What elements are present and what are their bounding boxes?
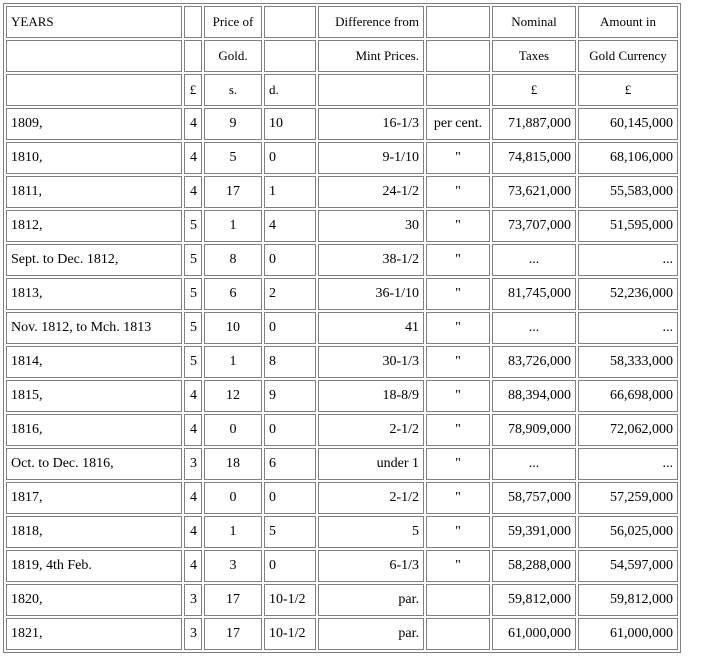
header-row bbox=[6, 74, 678, 106]
table-row bbox=[6, 482, 678, 514]
cell-pence: 2 bbox=[264, 278, 316, 310]
cell-nominal-taxes: 74,815,000 bbox=[492, 142, 576, 174]
cell-years: 1816, bbox=[6, 414, 182, 446]
header-row bbox=[6, 40, 678, 72]
header-cell-difference: Mint Prices. bbox=[318, 40, 424, 72]
cell-shillings: 6 bbox=[204, 278, 262, 310]
cell-pence: 4 bbox=[264, 210, 316, 242]
cell-pence: 0 bbox=[264, 414, 316, 446]
table-row bbox=[6, 108, 678, 140]
cell-pence: 9 bbox=[264, 380, 316, 412]
cell-unit: " bbox=[426, 142, 490, 174]
cell-unit: " bbox=[426, 312, 490, 344]
cell-years: 1815, bbox=[6, 380, 182, 412]
cell-pounds: 4 bbox=[184, 414, 202, 446]
header-cell-pounds: £ bbox=[184, 74, 202, 106]
cell-gold-currency: 52,236,000 bbox=[578, 278, 678, 310]
header-cell-unit bbox=[426, 40, 490, 72]
cell-pounds: 4 bbox=[184, 380, 202, 412]
cell-gold-currency: 60,145,000 bbox=[578, 108, 678, 140]
cell-pence: 0 bbox=[264, 142, 316, 174]
header-cell-shillings: Gold. bbox=[204, 40, 262, 72]
cell-shillings: 3 bbox=[204, 550, 262, 582]
header-cell-unit bbox=[426, 74, 490, 106]
table-row bbox=[6, 380, 678, 412]
cell-pence: 1 bbox=[264, 176, 316, 208]
cell-nominal-taxes: 83,726,000 bbox=[492, 346, 576, 378]
cell-difference: 41 bbox=[318, 312, 424, 344]
cell-unit: per cent. bbox=[426, 108, 490, 140]
cell-difference: 30-1/3 bbox=[318, 346, 424, 378]
cell-difference: 24-1/2 bbox=[318, 176, 424, 208]
cell-gold-currency: ... bbox=[578, 448, 678, 480]
cell-unit: " bbox=[426, 210, 490, 242]
cell-shillings: 0 bbox=[204, 414, 262, 446]
table-row bbox=[6, 210, 678, 242]
cell-shillings: 17 bbox=[204, 176, 262, 208]
cell-unit: " bbox=[426, 244, 490, 276]
cell-gold-currency: 51,595,000 bbox=[578, 210, 678, 242]
cell-nominal-taxes: 81,745,000 bbox=[492, 278, 576, 310]
cell-difference: 5 bbox=[318, 516, 424, 548]
cell-difference: 6-1/3 bbox=[318, 550, 424, 582]
cell-years: 1821, bbox=[6, 618, 182, 650]
gold-price-table bbox=[3, 3, 681, 653]
header-cell-shillings: Price of bbox=[204, 6, 262, 38]
cell-years: Sept. to Dec. 1812, bbox=[6, 244, 182, 276]
cell-pence: 10-1/2 bbox=[264, 584, 316, 616]
cell-years: 1809, bbox=[6, 108, 182, 140]
cell-years: Nov. 1812, to Mch. 1813 bbox=[6, 312, 182, 344]
cell-nominal-taxes: 59,812,000 bbox=[492, 584, 576, 616]
cell-shillings: 1 bbox=[204, 210, 262, 242]
cell-difference: par. bbox=[318, 584, 424, 616]
cell-gold-currency: 61,000,000 bbox=[578, 618, 678, 650]
header-cell-nominal-taxes: Nominal bbox=[492, 6, 576, 38]
header-cell-gold-currency: £ bbox=[578, 74, 678, 106]
cell-nominal-taxes: 58,757,000 bbox=[492, 482, 576, 514]
table-row bbox=[6, 516, 678, 548]
cell-pence: 0 bbox=[264, 244, 316, 276]
cell-difference: 16-1/3 bbox=[318, 108, 424, 140]
cell-gold-currency: 57,259,000 bbox=[578, 482, 678, 514]
cell-shillings: 1 bbox=[204, 516, 262, 548]
cell-gold-currency: 54,597,000 bbox=[578, 550, 678, 582]
cell-unit: " bbox=[426, 550, 490, 582]
cell-unit: " bbox=[426, 176, 490, 208]
table-row bbox=[6, 176, 678, 208]
cell-pence: 10-1/2 bbox=[264, 618, 316, 650]
table-row bbox=[6, 584, 678, 616]
cell-pounds: 5 bbox=[184, 244, 202, 276]
cell-difference: par. bbox=[318, 618, 424, 650]
cell-shillings: 12 bbox=[204, 380, 262, 412]
header-cell-nominal-taxes: Taxes bbox=[492, 40, 576, 72]
cell-gold-currency: ... bbox=[578, 244, 678, 276]
cell-unit: " bbox=[426, 380, 490, 412]
header-cell-pounds bbox=[184, 40, 202, 72]
cell-gold-currency: 55,583,000 bbox=[578, 176, 678, 208]
cell-years: 1810, bbox=[6, 142, 182, 174]
cell-unit: " bbox=[426, 414, 490, 446]
cell-nominal-taxes: ... bbox=[492, 244, 576, 276]
cell-nominal-taxes: 73,621,000 bbox=[492, 176, 576, 208]
cell-pounds: 4 bbox=[184, 108, 202, 140]
cell-shillings: 8 bbox=[204, 244, 262, 276]
cell-difference: under 1 bbox=[318, 448, 424, 480]
header-cell-pence bbox=[264, 40, 316, 72]
cell-unit: " bbox=[426, 278, 490, 310]
cell-pounds: 4 bbox=[184, 482, 202, 514]
cell-years: Oct. to Dec. 1816, bbox=[6, 448, 182, 480]
cell-difference: 2-1/2 bbox=[318, 482, 424, 514]
cell-nominal-taxes: ... bbox=[492, 312, 576, 344]
header-cell-pence bbox=[264, 6, 316, 38]
cell-difference: 18-8/9 bbox=[318, 380, 424, 412]
header-cell-years bbox=[6, 74, 182, 106]
cell-gold-currency: 56,025,000 bbox=[578, 516, 678, 548]
cell-unit bbox=[426, 618, 490, 650]
table-row bbox=[6, 550, 678, 582]
header-cell-years: YEARS bbox=[6, 6, 182, 38]
cell-gold-currency: ... bbox=[578, 312, 678, 344]
cell-shillings: 17 bbox=[204, 584, 262, 616]
cell-unit bbox=[426, 584, 490, 616]
table-row bbox=[6, 278, 678, 310]
cell-pounds: 4 bbox=[184, 142, 202, 174]
cell-gold-currency: 66,698,000 bbox=[578, 380, 678, 412]
cell-gold-currency: 72,062,000 bbox=[578, 414, 678, 446]
cell-nominal-taxes: 59,391,000 bbox=[492, 516, 576, 548]
header-cell-years bbox=[6, 40, 182, 72]
cell-pounds: 4 bbox=[184, 550, 202, 582]
table-row bbox=[6, 414, 678, 446]
header-cell-gold-currency: Gold Currency bbox=[578, 40, 678, 72]
cell-shillings: 1 bbox=[204, 346, 262, 378]
cell-shillings: 5 bbox=[204, 142, 262, 174]
cell-difference: 36-1/10 bbox=[318, 278, 424, 310]
cell-pounds: 5 bbox=[184, 346, 202, 378]
cell-pence: 0 bbox=[264, 482, 316, 514]
cell-years: 1818, bbox=[6, 516, 182, 548]
cell-nominal-taxes: 78,909,000 bbox=[492, 414, 576, 446]
cell-pounds: 4 bbox=[184, 176, 202, 208]
cell-pence: 0 bbox=[264, 550, 316, 582]
header-cell-pounds bbox=[184, 6, 202, 38]
cell-pounds: 3 bbox=[184, 448, 202, 480]
cell-pounds: 5 bbox=[184, 210, 202, 242]
cell-difference: 38-1/2 bbox=[318, 244, 424, 276]
cell-years: 1811, bbox=[6, 176, 182, 208]
table-row bbox=[6, 312, 678, 344]
cell-pence: 10 bbox=[264, 108, 316, 140]
cell-nominal-taxes: 71,887,000 bbox=[492, 108, 576, 140]
cell-pounds: 4 bbox=[184, 516, 202, 548]
cell-gold-currency: 68,106,000 bbox=[578, 142, 678, 174]
cell-pence: 8 bbox=[264, 346, 316, 378]
header-cell-difference: Difference from bbox=[318, 6, 424, 38]
header-cell-difference bbox=[318, 74, 424, 106]
cell-gold-currency: 59,812,000 bbox=[578, 584, 678, 616]
table-row bbox=[6, 346, 678, 378]
cell-pence: 6 bbox=[264, 448, 316, 480]
cell-nominal-taxes: 58,288,000 bbox=[492, 550, 576, 582]
header-cell-nominal-taxes: £ bbox=[492, 74, 576, 106]
cell-pounds: 5 bbox=[184, 312, 202, 344]
cell-unit: " bbox=[426, 448, 490, 480]
cell-pounds: 3 bbox=[184, 618, 202, 650]
table-row bbox=[6, 142, 678, 174]
cell-shillings: 0 bbox=[204, 482, 262, 514]
cell-shillings: 9 bbox=[204, 108, 262, 140]
cell-shillings: 10 bbox=[204, 312, 262, 344]
header-cell-unit bbox=[426, 6, 490, 38]
cell-gold-currency: 58,333,000 bbox=[578, 346, 678, 378]
cell-difference: 2-1/2 bbox=[318, 414, 424, 446]
cell-years: 1817, bbox=[6, 482, 182, 514]
cell-years: 1812, bbox=[6, 210, 182, 242]
header-cell-pence: d. bbox=[264, 74, 316, 106]
cell-unit: " bbox=[426, 346, 490, 378]
cell-nominal-taxes: ... bbox=[492, 448, 576, 480]
header-row bbox=[6, 6, 678, 38]
cell-nominal-taxes: 73,707,000 bbox=[492, 210, 576, 242]
cell-shillings: 17 bbox=[204, 618, 262, 650]
cell-years: 1813, bbox=[6, 278, 182, 310]
cell-pounds: 5 bbox=[184, 278, 202, 310]
cell-years: 1814, bbox=[6, 346, 182, 378]
cell-unit: " bbox=[426, 516, 490, 548]
table-row bbox=[6, 618, 678, 650]
header-cell-gold-currency: Amount in bbox=[578, 6, 678, 38]
cell-years: 1820, bbox=[6, 584, 182, 616]
cell-nominal-taxes: 88,394,000 bbox=[492, 380, 576, 412]
cell-pounds: 3 bbox=[184, 584, 202, 616]
header-cell-shillings: s. bbox=[204, 74, 262, 106]
cell-pence: 5 bbox=[264, 516, 316, 548]
table-row bbox=[6, 448, 678, 480]
cell-difference: 9-1/10 bbox=[318, 142, 424, 174]
cell-shillings: 18 bbox=[204, 448, 262, 480]
cell-nominal-taxes: 61,000,000 bbox=[492, 618, 576, 650]
cell-pence: 0 bbox=[264, 312, 316, 344]
cell-unit: " bbox=[426, 482, 490, 514]
cell-years: 1819, 4th Feb. bbox=[6, 550, 182, 582]
cell-difference: 30 bbox=[318, 210, 424, 242]
table-row bbox=[6, 244, 678, 276]
